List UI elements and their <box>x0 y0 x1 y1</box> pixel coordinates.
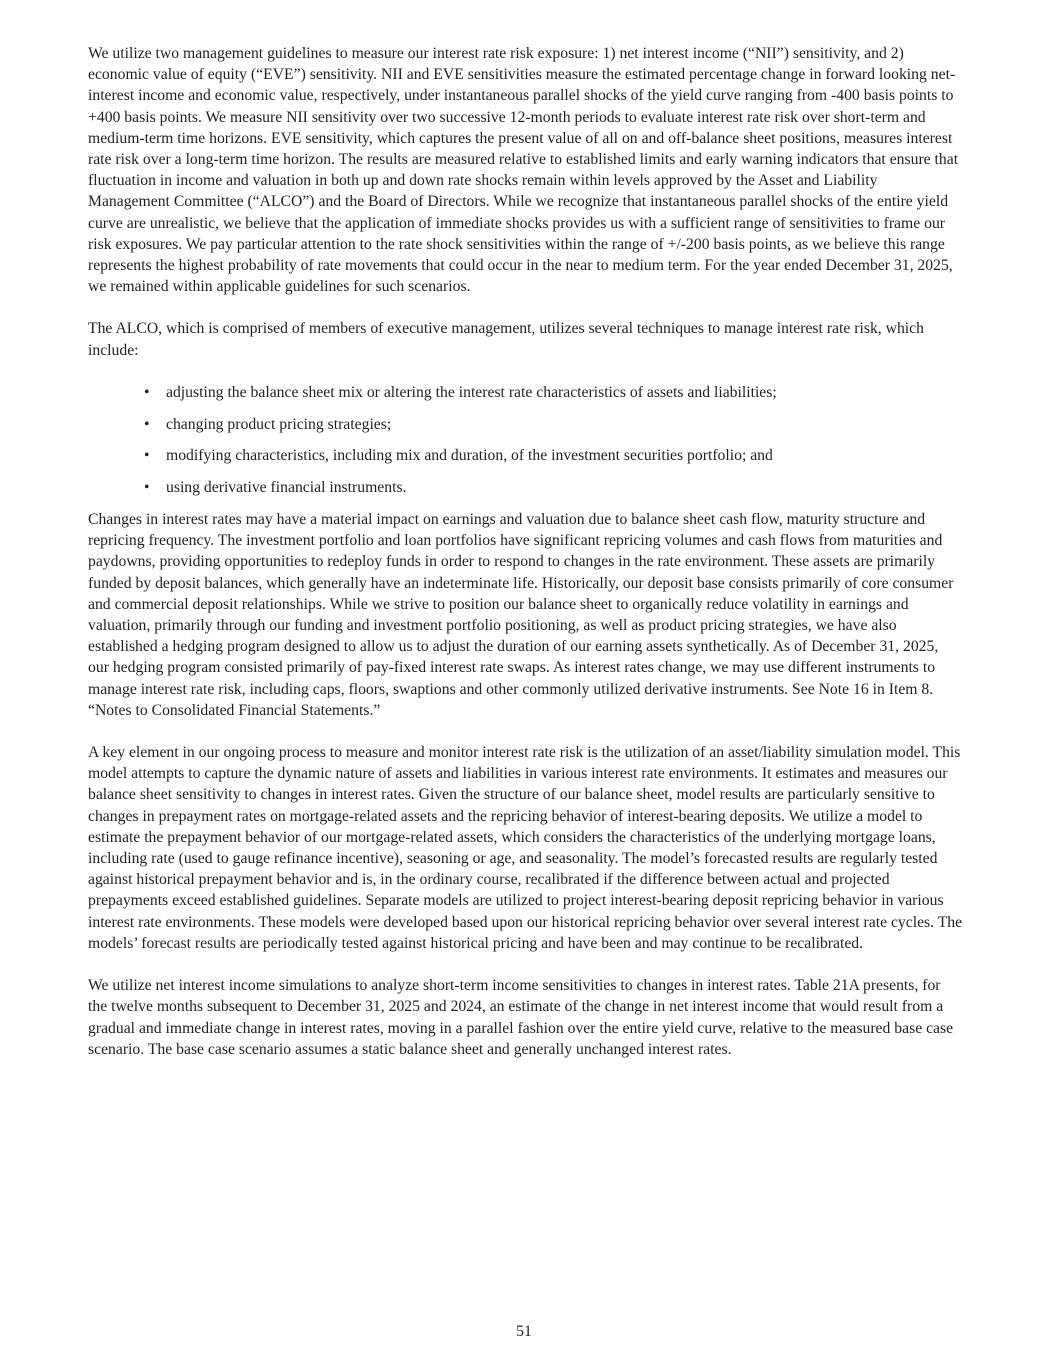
paragraph-simulation-model: A key element in our ongoing process to measure and monitor interest rate risk is the utilization of an asset/liability simulation model. This model attempts to capture the dynamic nature of assets and liabilities in various interest rate environments. It estimates and measures our balance sheet sensitivity to changes in interest rates. Given the structure of our balance sheet, model results are particularly sensitive to changes in prepayment rates on mortgage-related assets and the repricing behavior of interest-bearing deposits. We utilize a model to estimate the prepayment behavior of our mortgage-related assets, which considers the characteristics of the underlying mortgage loans, including rate (used to gauge refinance incentive), seasoning or age, and seasonality. The model’s forecasted results are regularly tested against historical prepayment behavior and is, in the ordinary course, recalibrated if the difference between actual and projected prepayments exceed established guidelines. Separate models are utilized to project interest-bearing deposit repricing behavior in various interest rate environments. These models were developed based upon our historical repricing behavior over several interest rate cycles. The models’ forecast results are periodically tested against historical pricing and have been and may continue to be recalibrated. <box>88 744 963 952</box>
list-item <box>88 477 963 498</box>
list-item <box>88 414 963 435</box>
techniques-list <box>88 382 963 499</box>
bullet-marker: • <box>144 447 150 465</box>
paragraph-interest-rate-changes: Changes in interest rates may have a material impact on earnings and valuation due to balance sheet cash flow, maturity structure and repricing frequency. The investment portfolio and loan portfolios have significant repricing volumes and cash flows from maturities and paydowns, providing opportunities to redeploy funds in order to respond to changes in the rate environment. These assets are primarily funded by deposit balances, which generally have an indeterminate life. Historically, our deposit base consists primarily of core consumer and commercial deposit relationships. While we strive to position our balance sheet to organically reduce volatility in earnings and valuation, primarily through our funding and investment portfolio positioning, as well as product pricing strategies, we have also established a hedging program designed to allow us to adjust the duration of our earning assets synthetically. As of December 31, 2025, our hedging program consisted primarily of pay-fixed interest rate swaps. As interest rates change, we may use different instruments to manage interest rate risk, including caps, floors, swaptions and other commonly utilized derivative instruments. See Note 16 in Item 8. “Notes to Consolidated Financial Statements.” <box>88 511 954 719</box>
list-item-text: using derivative financial instruments. <box>166 479 407 497</box>
bullet-marker: • <box>144 415 150 433</box>
list-item-text: changing product pricing strategies; <box>166 415 392 433</box>
list-item <box>88 382 963 403</box>
paragraph-nii-simulations: We utilize net interest income simulations to analyze short-term income sensitivities to changes in interest rates. Table 21A presents, for the twelve months subsequent to December 31, 2025 and 2024, an estimate of the change in net interest income that would result from a gradual and immediate change in interest rates, moving in a parallel fashion over the entire yield curve, relative to the measured base case scenario. The base case scenario assumes a static balance sheet and generally unchanged interest rates. <box>88 977 954 1058</box>
page-number: 51 <box>516 1323 532 1340</box>
list-item-text: modifying characteristics, including mix and duration, of the investment securities portfolio; and <box>166 447 773 465</box>
list-item <box>88 445 963 466</box>
bullet-marker: • <box>144 383 150 401</box>
paragraph-alco-techniques: The ALCO, which is comprised of members of executive management, utilizes several techniques to manage interest rate risk, which include: <box>88 320 924 359</box>
document-body <box>88 43 963 1081</box>
paragraph-risk-guidelines: We utilize two management guidelines to measure our interest rate risk exposure: 1) net interest income (“NII”) sensitivity, and 2) economic value of equity (“EVE”) sensitivity. NII and EVE sensitivities measure the estimated percentage change in forward looking net-interest income and economic value, respectively, under instantaneous parallel shocks of the yield curve ranging from -400 basis points to +400 basis points. We measure NII sensitivity over two successive 12-month periods to evaluate interest rate risk over short-term and medium-term time horizons. EVE sensitivity, which captures the present value of all on and off-balance sheet positions, measures interest rate risk over a long-term time horizon. The results are measured relative to established limits and early warning indicators that ensure that fluctuation in income and valuation in both up and down rate shocks remain within levels approved by the Asset and Liability Management Committee (“ALCO”) and the Board of Directors. While we recognize that instantaneous parallel shocks of the entire yield curve are unrealistic, we believe that the application of immediate shocks provides us with a sufficient range of sensitivities to frame our risk exposures. We pay particular attention to the rate shock sensitivities within the range of +/-200 basis points, as we believe this range represents the highest probability of rate movements that could occur in the near to medium term. For the year ended December 31, 2025, we remained within applicable guidelines for such scenarios. <box>88 45 959 296</box>
bullet-marker: • <box>144 479 150 497</box>
list-item-text: adjusting the balance sheet mix or altering the interest rate characteristics of assets and liabilities; <box>166 383 777 401</box>
